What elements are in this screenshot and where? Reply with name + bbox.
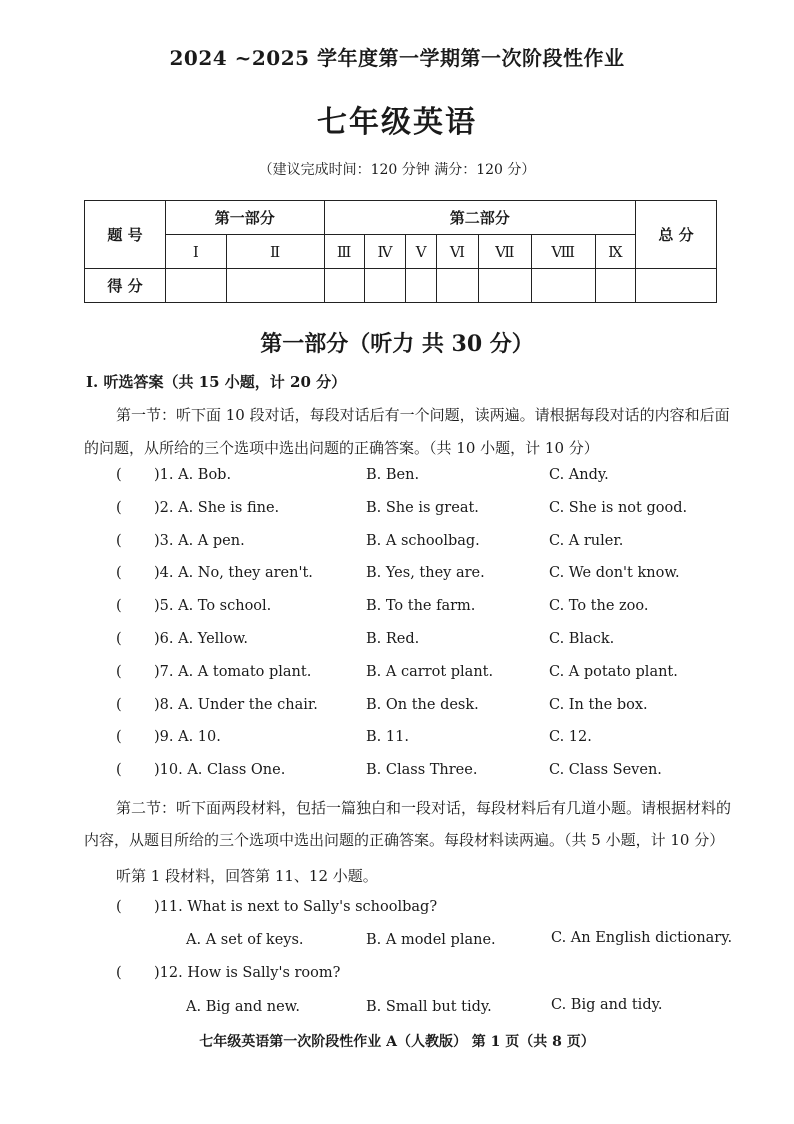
question-2-option-b: B. She is great. xyxy=(366,500,479,516)
answer-paren[interactable]: ( xyxy=(116,899,122,915)
score-table xyxy=(84,200,717,303)
score-cell[interactable] xyxy=(595,269,635,303)
answer-paren[interactable]: ( xyxy=(116,965,122,981)
score-table-part2: 第二部分 xyxy=(324,201,636,235)
question-7-option-b: B. A carrot plant. xyxy=(366,664,494,680)
question-4-option-b: B. Yes, they are. xyxy=(366,565,485,581)
question-4-stem: )4. A. No, they aren't. xyxy=(154,565,313,581)
section2-instructions-line2: 内容，从题目所给的三个选项中选出问题的正确答案。每段材料读两遍。（共 5 小题，计 10 分） xyxy=(84,831,725,849)
question-6-stem: )6. A. Yellow. xyxy=(154,631,248,647)
question-1-option-b: B. Ben. xyxy=(366,467,420,483)
question-6-option-c: C. Black. xyxy=(549,631,615,647)
score-cell[interactable] xyxy=(437,269,479,303)
score-cell[interactable] xyxy=(166,269,227,303)
question-11-option-a: A. A set of keys. xyxy=(186,932,304,948)
question-3-stem: )3. A. A pen. xyxy=(154,533,245,549)
score-cell[interactable] xyxy=(324,269,364,303)
score-table-score-label: 得 分 xyxy=(85,269,166,303)
question-1-stem: )1. A. Bob. xyxy=(154,467,232,483)
score-cell[interactable] xyxy=(364,269,406,303)
answer-paren[interactable]: ( xyxy=(116,729,122,745)
subject-title: 七年级英语 xyxy=(317,105,477,140)
answer-paren[interactable]: ( xyxy=(116,631,122,647)
numeral-cell: Ⅵ xyxy=(437,235,479,269)
numeral-cell: Ⅰ xyxy=(166,235,227,269)
question-6-option-b: B. Red. xyxy=(366,631,420,647)
score-cell[interactable] xyxy=(226,269,324,303)
numeral-cell: Ⅳ xyxy=(364,235,406,269)
question-2-option-c: C. She is not good. xyxy=(549,500,688,516)
question-7-option-c: C. A potato plant. xyxy=(549,664,678,680)
score-cell[interactable] xyxy=(478,269,531,303)
question-8-option-b: B. On the desk. xyxy=(366,697,479,713)
score-cell[interactable] xyxy=(531,269,595,303)
material1-intro: 听第 1 段材料，回答第 11、12 小题。 xyxy=(116,867,378,885)
answer-paren[interactable]: ( xyxy=(116,664,122,680)
numeral-cell: Ⅴ xyxy=(406,235,437,269)
answer-paren[interactable]: ( xyxy=(116,533,122,549)
question-9-stem: )9. A. 10. xyxy=(154,729,221,745)
question-5-option-c: C. To the zoo. xyxy=(549,598,649,614)
question-12-option-a: A. Big and new. xyxy=(186,999,300,1015)
time-note: （建议完成时间：120 分钟 满分：120 分） xyxy=(258,162,536,178)
numeral-cell: Ⅲ xyxy=(324,235,364,269)
question-7-stem: )7. A. A tomato plant. xyxy=(154,664,312,680)
page-footer: 七年级英语第一次阶段性作业 A（人教版） 第 1 页（共 8 页） xyxy=(199,1034,595,1050)
question-10-option-c: C. Class Seven. xyxy=(549,762,662,778)
question-10-stem: )10. A. Class One. xyxy=(154,762,286,778)
question-10-option-b: B. Class Three. xyxy=(366,762,478,778)
answer-paren[interactable]: ( xyxy=(116,762,122,778)
question-12-option-c: C. Big and tidy. xyxy=(551,997,663,1013)
section2-instructions-line1: 第二节：听下面两段材料，包括一篇独白和一段对话，每段材料后有几道小题。请根据材料的 xyxy=(116,799,732,817)
question-9-option-b: B. 11. xyxy=(366,729,409,745)
question-11-option-c: C. An English dictionary. xyxy=(551,930,733,946)
score-table-total: 总 分 xyxy=(636,201,717,269)
answer-paren[interactable]: ( xyxy=(116,697,122,713)
numeral-cell: Ⅸ xyxy=(595,235,635,269)
question-9-option-c: C. 12. xyxy=(549,729,592,745)
question-1-option-c: C. Andy. xyxy=(549,467,609,483)
question-2-stem: )2. A. She is fine. xyxy=(154,500,280,516)
section1-instructions-line2: 的问题，从所给的三个选项中选出问题的正确答案。（共 10 小题，计 10 分） xyxy=(84,439,599,457)
section-I-title: Ⅰ. 听选答案（共 15 小题，计 20 分） xyxy=(86,373,347,391)
question-12-stem: )12. How is Sally's room? xyxy=(154,965,341,981)
answer-paren[interactable]: ( xyxy=(116,467,122,483)
question-12-option-b: B. Small but tidy. xyxy=(366,999,492,1015)
question-3-option-c: C. A ruler. xyxy=(549,533,624,549)
numeral-cell: Ⅶ xyxy=(478,235,531,269)
score-table-part1: 第一部分 xyxy=(166,201,325,235)
question-3-option-b: B. A schoolbag. xyxy=(366,533,480,549)
question-5-stem: )5. A. To school. xyxy=(154,598,272,614)
part1-title: 第一部分（听力 共 30 分） xyxy=(260,331,534,357)
total-score-cell[interactable] xyxy=(636,269,717,303)
score-cell[interactable] xyxy=(406,269,437,303)
score-table-q-label: 题 号 xyxy=(85,201,166,269)
exam-header-title: 2024 ~2025 学年度第一学期第一次阶段性作业 xyxy=(169,46,625,70)
answer-paren[interactable]: ( xyxy=(116,500,122,516)
section1-instructions-line1: 第一节：听下面 10 段对话，每段对话后有一个问题，读两遍。请根据每段对话的内容和后面 xyxy=(116,406,730,424)
question-8-option-c: C. In the box. xyxy=(549,697,648,713)
numeral-cell: Ⅷ xyxy=(531,235,595,269)
question-11-stem: )11. What is next to Sally's schoolbag? xyxy=(154,899,438,915)
question-8-stem: )8. A. Under the chair. xyxy=(154,697,318,713)
numeral-cell: Ⅱ xyxy=(226,235,324,269)
answer-paren[interactable]: ( xyxy=(116,565,122,581)
answer-paren[interactable]: ( xyxy=(116,598,122,614)
question-11-option-b: B. A model plane. xyxy=(366,932,496,948)
question-5-option-b: B. To the farm. xyxy=(366,598,476,614)
question-4-option-c: C. We don't know. xyxy=(549,565,680,581)
